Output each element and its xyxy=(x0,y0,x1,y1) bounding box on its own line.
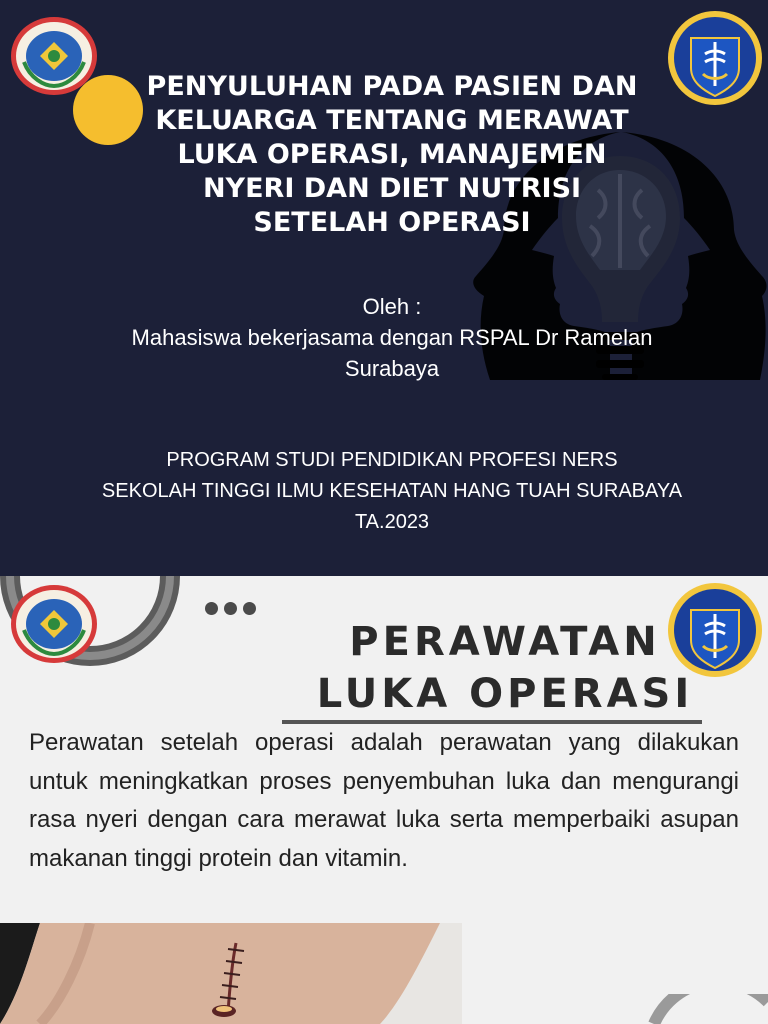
stikes-hang-tuah-logo xyxy=(10,16,98,96)
wound-care-paragraph: Perawatan setelah operasi adalah perawatan yang dilakukan untuk meningkatkan proses penyembuhan luka dan mengurangi rasa nyeri dengan cara merawat luka serta memperbaiki asupan makanan tinggi protein dan vitamin. xyxy=(29,729,739,872)
title-line: NYERI DAN DIET NUTRISI xyxy=(202,173,582,204)
section-title-line: PERAWATAN xyxy=(349,619,661,665)
program-line: PROGRAM STUDI PENDIDIKAN PROFESI NERS xyxy=(166,449,618,471)
program-line: SEKOLAH TINGGI ILMU KESEHATAN HANG TUAH SURABAYA xyxy=(101,480,683,502)
title-line: LUKA OPERASI, MANAJEMEN xyxy=(177,139,607,170)
author-line: Mahasiswa bekerjasama dengan RSPAL Dr Ramelan xyxy=(131,325,653,350)
by-label: Oleh : xyxy=(362,294,422,319)
program-block xyxy=(40,445,744,538)
wound-care-slide xyxy=(0,576,768,1024)
program-line: TA.2023 xyxy=(354,511,430,533)
title-line: SETELAH OPERASI xyxy=(253,207,531,238)
section-title-line: LUKA OPERASI xyxy=(316,671,694,717)
title-line: KELUARGA TENTANG MERAWAT xyxy=(155,105,629,136)
author-line: Surabaya xyxy=(344,356,440,381)
title-line: PENYULUHAN PADA PASIEN DAN xyxy=(146,71,638,102)
cover-title xyxy=(100,70,684,240)
more-dots-icon xyxy=(205,600,262,619)
decorative-ring xyxy=(640,994,768,1024)
surgical-wound-photo xyxy=(0,923,462,1024)
author-block xyxy=(40,291,744,384)
stikes-hang-tuah-logo xyxy=(10,584,98,664)
section-title xyxy=(300,616,710,720)
